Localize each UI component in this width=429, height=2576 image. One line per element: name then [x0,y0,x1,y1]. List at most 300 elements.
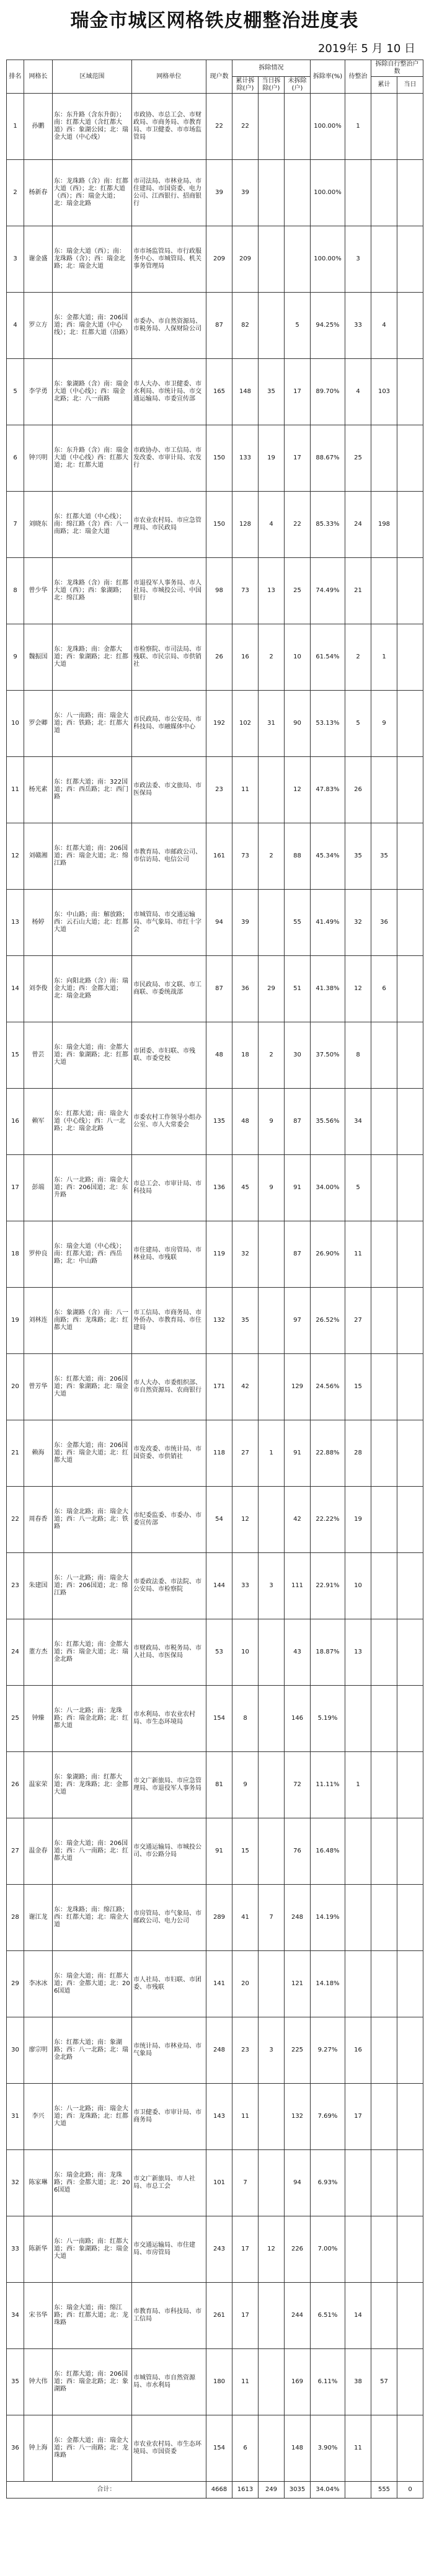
cell-rectify: 5 [345,1155,371,1221]
cell-no: 16 [7,1089,24,1155]
totals-voluntary-total: 555 [371,2482,397,2499]
cell-voluntary-total [371,2017,397,2084]
cell-area: 东：红都大道；南：322国道；西：西岳路；北：西门路 [53,757,132,823]
cell-today-demolished: 2 [259,1022,285,1089]
table-row [7,956,423,1022]
cell-households: 171 [206,1354,232,1420]
cell-households: 98 [206,558,232,624]
cell-rate: 100.00% [311,160,345,226]
cell-not-demolished: 91 [285,1155,311,1221]
cell-voluntary-total: 103 [371,359,397,425]
table-row [7,492,423,558]
cell-rate: 7.00% [311,2216,345,2283]
cell-voluntary-today [397,2349,423,2415]
cell-unit: 市统计局、市林业局、市气象局 [132,2017,206,2084]
cell-voluntary-total: 9 [371,691,397,757]
cell-voluntary-today [397,226,423,293]
cell-total-demolished: 27 [232,1420,259,1487]
table-row [7,94,423,160]
cell-area: 东：八一南路；南：红都大道；西：象湖路；北：瑞金大道 [53,2216,132,2283]
cell-households: 261 [206,2283,232,2349]
cell-rate: 14.18% [311,1951,345,2017]
cell-total-demolished: 39 [232,160,259,226]
table-header [7,60,423,94]
cell-voluntary-total: 36 [371,890,397,956]
cell-voluntary-total [371,2084,397,2150]
cell-not-demolished: 5 [285,293,311,359]
cell-rectify [345,2216,371,2283]
cell-total-demolished: 73 [232,823,259,890]
cell-not-demolished: 146 [285,1686,311,1752]
cell-rectify: 12 [345,956,371,1022]
cell-rectify [345,1818,371,1885]
cell-area: 东：瑞金大道（中心线）；南：红都大道；西：西岳路；北：中山路 [53,1221,132,1288]
cell-not-demolished: 12 [285,757,311,823]
cell-no: 30 [7,2017,24,2084]
cell-area: 东：红都大道；南：象湖路；西：八一北路；北：瑞金北路 [53,2017,132,2084]
cell-voluntary-total [371,2283,397,2349]
cell-no: 34 [7,2283,24,2349]
cell-total-demolished: 9 [232,1752,259,1818]
cell-voluntary-today [397,1487,423,1553]
cell-households: 136 [206,1155,232,1221]
report-date: 2019年 5 月 10 日 [317,42,415,55]
cell-total-demolished: 128 [232,492,259,558]
cell-rectify [345,1951,371,2017]
cell-rate: 3.90% [311,2415,345,2482]
cell-voluntary-total [371,2216,397,2283]
cell-not-demolished: 132 [285,2084,311,2150]
cell-no: 5 [7,359,24,425]
cell-unit: 市农业农村局、市应急管理局、市民政局 [132,492,206,558]
cell-today-demolished [259,2415,285,2482]
cell-total-demolished: 6 [232,2415,259,2482]
cell-households: 150 [206,492,232,558]
cell-unit: 市民政局、市文联、市工商联、市委统战部 [132,956,206,1022]
cell-voluntary-today [397,492,423,558]
cell-rate: 26.90% [311,1221,345,1288]
cell-voluntary-today [397,1155,423,1221]
cell-no: 24 [7,1619,24,1686]
cell-no: 31 [7,2084,24,2150]
cell-leader: 罗仲良 [24,1221,53,1288]
cell-total-demolished: 45 [232,1155,259,1221]
cell-households: 209 [206,226,232,293]
cell-rectify: 2 [345,624,371,691]
cell-today-demolished [259,2349,285,2415]
cell-not-demolished: 87 [285,1221,311,1288]
cell-no: 13 [7,890,24,956]
cell-voluntary-today [397,558,423,624]
cell-unit: 市工信局、市商务局、市外侨办、市教育局、市住建局 [132,1288,206,1354]
cell-leader: 曾芸 [24,1022,53,1089]
cell-area: 东：瑞金北路；南：龙珠路；西：金都大道；北：206国道 [53,2150,132,2216]
cell-rate: 94.25% [311,293,345,359]
cell-leader: 李冰冰 [24,1951,53,2017]
cell-unit: 市检察院、市司法局、市残联、市民宗局、市供销社 [132,624,206,691]
table-row [7,2084,423,2150]
cell-rate: 100.00% [311,226,345,293]
cell-rate: 41.49% [311,890,345,956]
cell-today-demolished: 12 [259,2216,285,2283]
cell-unit: 市人大办、市委组织部、市自然资源局、农商银行 [132,1354,206,1420]
cell-not-demolished: 225 [285,2017,311,2084]
cell-unit: 市市场监管局、市行政服务中心、市城管局、机关事务管理局 [132,226,206,293]
cell-unit: 市司法局、市林业局、市住建局、市国资委、电力公司、江西银行、招商银行 [132,160,206,226]
header-voluntary-today: 当日 [397,77,423,94]
cell-leader: 杨新春 [24,160,53,226]
cell-today-demolished [259,1752,285,1818]
cell-voluntary-today [397,1288,423,1354]
cell-not-demolished: 169 [285,2349,311,2415]
cell-voluntary-today [397,890,423,956]
cell-not-demolished: 42 [285,1487,311,1553]
cell-unit: 市交通运输局、市城投公司、市公路分局 [132,1818,206,1885]
header-leader: 网格长 [24,60,53,94]
cell-today-demolished: 35 [259,359,285,425]
cell-total-demolished: 8 [232,1686,259,1752]
cell-area: 东：瑞金大道（西）；南：龙珠路（含）；西：瑞金北路；北：瑞金大道 [53,226,132,293]
cell-today-demolished [259,160,285,226]
cell-voluntary-today [397,1951,423,2017]
cell-today-demolished: 7 [259,1885,285,1951]
table-row [7,293,423,359]
cell-today-demolished [259,2283,285,2349]
cell-rectify: 1 [345,94,371,160]
cell-voluntary-total [371,1221,397,1288]
cell-voluntary-today [397,2415,423,2482]
cell-area: 东：八一北路；南：瑞金大道；西：206国道；北：东升路 [53,1155,132,1221]
cell-leader: 曾芳华 [24,1354,53,1420]
cell-rate: 74.49% [311,558,345,624]
table-row [7,890,423,956]
cell-rectify: 5 [345,691,371,757]
totals-voluntary-today: 0 [397,2482,423,2499]
cell-no: 28 [7,1885,24,1951]
cell-rectify: 13 [345,1619,371,1686]
cell-leader: 赖军 [24,1089,53,1155]
cell-not-demolished: 91 [285,1420,311,1487]
cell-total-demolished: 102 [232,691,259,757]
cell-total-demolished: 41 [232,1885,259,1951]
cell-households: 180 [206,2349,232,2415]
table-row [7,1818,423,1885]
totals-label: 合计： [7,2482,206,2499]
cell-households: 91 [206,1818,232,1885]
cell-households: 26 [206,624,232,691]
cell-unit: 市住建局、市房管局、市林业局、市残联 [132,1221,206,1288]
cell-rate: 53.13% [311,691,345,757]
cell-voluntary-total [371,1885,397,1951]
cell-rectify [345,1686,371,1752]
cell-voluntary-today [397,956,423,1022]
cell-not-demolished: 87 [285,1089,311,1155]
cell-area: 东：瑞金大道；南：绵江路；西：红都大道；北：龙珠路 [53,2283,132,2349]
cell-area: 东：龙珠路；南：金都大道；西：象湖路；北：红都大道 [53,624,132,691]
cell-rate: 22.91% [311,1553,345,1619]
cell-rate: 45.34% [311,823,345,890]
cell-no: 11 [7,757,24,823]
cell-no: 23 [7,1553,24,1619]
cell-leader: 曾少华 [24,558,53,624]
table-row [7,1354,423,1420]
cell-leader: 魏振国 [24,624,53,691]
cell-households: 81 [206,1752,232,1818]
cell-area: 东：红都大道；南：金都大道；西：瑞金大道；北：瑞金北路 [53,1619,132,1686]
cell-today-demolished: 31 [259,691,285,757]
cell-households: 87 [206,293,232,359]
cell-voluntary-total [371,1089,397,1155]
cell-no: 21 [7,1420,24,1487]
cell-today-demolished: 1 [259,1420,285,1487]
cell-area: 东：八一北路；南：龙珠路；西：瑞金北路；北：红都大道 [53,1686,132,1752]
cell-not-demolished [285,94,311,160]
header-households: 现户数 [206,60,232,94]
cell-area: 东：八一南路；南：瑞金大道；西：铁路；北：红都大道 [53,691,132,757]
cell-voluntary-total [371,558,397,624]
cell-rate: 37.50% [311,1022,345,1089]
cell-voluntary-total [371,1420,397,1487]
cell-today-demolished [259,94,285,160]
cell-today-demolished [259,1354,285,1420]
cell-no: 17 [7,1155,24,1221]
table-row [7,1752,423,1818]
cell-not-demolished: 121 [285,1951,311,2017]
cell-rectify: 27 [345,1288,371,1354]
cell-rectify: 8 [345,1022,371,1089]
cell-no: 26 [7,1752,24,1818]
table-row [7,823,423,890]
cell-leader: 温金春 [24,1818,53,1885]
table-row [7,2283,423,2349]
header-total-demolished: 累计拆除(户) [232,77,259,94]
cell-not-demolished: 90 [285,691,311,757]
cell-not-demolished: 30 [285,1022,311,1089]
cell-unit: 市教育局、市科技局、市工信局 [132,2283,206,2349]
cell-area: 东：龙珠路；南：绵江路；西：红都大道；北：瑞金大道 [53,1885,132,1951]
table-row [7,691,423,757]
cell-area: 东：象湖路（含）南：瑞金大道（中心线）；西：瑞金北路；北：八一南路 [53,359,132,425]
cell-voluntary-total [371,1487,397,1553]
cell-voluntary-total: 4 [371,293,397,359]
cell-no: 19 [7,1288,24,1354]
cell-area: 东：瑞金北路；南：瑞金大道；西：八一北路；北：铁路 [53,1487,132,1553]
cell-today-demolished [259,1619,285,1686]
cell-not-demolished [285,226,311,293]
header-rectify: 待整治 [345,60,371,94]
cell-not-demolished: 17 [285,359,311,425]
totals-rectify [345,2482,371,2499]
cell-rate: 47.83% [311,757,345,823]
table-row [7,757,423,823]
cell-households: 87 [206,956,232,1022]
cell-today-demolished: 9 [259,1155,285,1221]
cell-rectify [345,1885,371,1951]
cell-households: 150 [206,425,232,492]
cell-unit: 市文广新旅局、市应急管理局、市退役军人事务局 [132,1752,206,1818]
cell-not-demolished: 55 [285,890,311,956]
cell-voluntary-today [397,2283,423,2349]
cell-unit: 市纪委监委、市委办、市委宣传部 [132,1487,206,1553]
cell-rectify: 11 [345,2415,371,2482]
cell-no: 6 [7,425,24,492]
table-row [7,2150,423,2216]
cell-rate: 26.52% [311,1288,345,1354]
cell-voluntary-today [397,2084,423,2150]
cell-total-demolished: 20 [232,1951,259,2017]
cell-households: 101 [206,2150,232,2216]
cell-voluntary-today [397,624,423,691]
cell-rate: 6.51% [311,2283,345,2349]
cell-rectify: 35 [345,823,371,890]
cell-total-demolished: 39 [232,890,259,956]
cell-unit: 市民政局、市公安局、市科技局、市融媒体中心 [132,691,206,757]
cell-area: 东：象湖路（含）南：八一南路；西：龙珠路；北：红都大道 [53,1288,132,1354]
cell-leader: 赖海 [24,1420,53,1487]
cell-total-demolished: 22 [232,94,259,160]
cell-area: 东：八一北路；南：瑞金大道；西：206国道；北：绵江路 [53,1553,132,1619]
table-row [7,1221,423,1288]
cell-voluntary-today [397,1420,423,1487]
cell-rectify: 19 [345,1487,371,1553]
cell-households: 48 [206,1022,232,1089]
cell-rate: 6.93% [311,2150,345,2216]
cell-rectify: 21 [345,558,371,624]
header-demolish-group: 拆除情况 [232,60,311,77]
cell-voluntary-total [371,2415,397,2482]
cell-leader: 陈家琳 [24,2150,53,2216]
cell-unit: 市团委、市妇联、市残联、市委党校 [132,1022,206,1089]
header-voluntary-total: 累计 [371,77,397,94]
table-row [7,1420,423,1487]
cell-unit: 市退役军人事务局、市人社局、市城投公司、中国银行 [132,558,206,624]
cell-rate: 7.69% [311,2084,345,2150]
table-row [7,425,423,492]
cell-not-demolished: 10 [285,624,311,691]
cell-unit: 市委农村工作领导小组办公室、市人大常委会 [132,1089,206,1155]
cell-rectify: 16 [345,2017,371,2084]
cell-rate: 41.38% [311,956,345,1022]
cell-rectify: 1 [345,1752,371,1818]
cell-rectify: 32 [345,890,371,956]
cell-leader: 钟大伟 [24,2349,53,2415]
cell-leader: 温家荣 [24,1752,53,1818]
table-row [7,2017,423,2084]
table-row [7,160,423,226]
cell-total-demolished: 48 [232,1089,259,1155]
cell-today-demolished [259,1487,285,1553]
cell-area: 东：中山路；南：解放路；西：云石山大道；北：红都大道 [53,890,132,956]
cell-voluntary-total [371,2150,397,2216]
page-title: 瑞金市城区网格铁皮棚整治进度表 [70,10,359,32]
cell-leader: 刘林连 [24,1288,53,1354]
cell-voluntary-total: 57 [371,2349,397,2415]
cell-today-demolished [259,1221,285,1288]
cell-rate: 89.70% [311,359,345,425]
cell-voluntary-total: 198 [371,492,397,558]
cell-households: 248 [206,2017,232,2084]
cell-voluntary-total [371,1354,397,1420]
cell-not-demolished: 17 [285,425,311,492]
cell-leader: 廖宗明 [24,2017,53,2084]
cell-not-demolished: 97 [285,1288,311,1354]
cell-leader: 李学勇 [24,359,53,425]
cell-leader: 董方杰 [24,1619,53,1686]
cell-unit: 市文广新旅局、市人社局、市总工会 [132,2150,206,2216]
cell-households: 289 [206,1885,232,1951]
cell-unit: 市总工会、市审计局、市科技局 [132,1155,206,1221]
cell-total-demolished: 17 [232,2216,259,2283]
cell-today-demolished [259,1686,285,1752]
cell-leader: 彭端 [24,1155,53,1221]
totals-row [7,2482,423,2499]
cell-no: 29 [7,1951,24,2017]
cell-rectify: 11 [345,1221,371,1288]
totals-rate: 34.04% [311,2482,345,2499]
cell-rate: 5.19% [311,1686,345,1752]
cell-rate: 16.48% [311,1818,345,1885]
table-row [7,1022,423,1089]
cell-today-demolished [259,1951,285,2017]
cell-rectify [345,160,371,226]
cell-unit: 市发改委、市统计局、市国资委、市供销社 [132,1420,206,1487]
cell-total-demolished: 32 [232,1221,259,1288]
cell-unit: 市城管局、市自然资源局、市水利局 [132,2349,206,2415]
cell-leader: 周春香 [24,1487,53,1553]
cell-voluntary-today [397,1221,423,1288]
cell-not-demolished: 129 [285,1354,311,1420]
cell-voluntary-today [397,1553,423,1619]
cell-no: 27 [7,1818,24,1885]
totals-households: 4668 [206,2482,232,2499]
cell-not-demolished: 111 [285,1553,311,1619]
cell-total-demolished: 148 [232,359,259,425]
table-row [7,1686,423,1752]
cell-households: 119 [206,1221,232,1288]
cell-leader: 孙鹏 [24,94,53,160]
cell-today-demolished: 13 [259,558,285,624]
cell-area: 东：八一北路；南：瑞金大道；西：龙珠路；北：红都大道 [53,2084,132,2150]
cell-no: 22 [7,1487,24,1553]
cell-voluntary-total [371,425,397,492]
cell-unit: 市人社局、市妇联、市团委、市残联 [132,1951,206,2017]
cell-today-demolished: 4 [259,492,285,558]
cell-rectify: 25 [345,425,371,492]
cell-today-demolished [259,1818,285,1885]
cell-today-demolished: 29 [259,956,285,1022]
cell-today-demolished [259,890,285,956]
cell-leader: 刘晓东 [24,492,53,558]
cell-voluntary-today [397,691,423,757]
cell-total-demolished: 82 [232,293,259,359]
cell-not-demolished: 72 [285,1752,311,1818]
cell-households: 94 [206,890,232,956]
cell-area: 东：红都大道；南：206国道；西：瑞金大道；北：绵江路 [53,823,132,890]
cell-rectify: 14 [345,2283,371,2349]
table-row [7,1951,423,2017]
cell-voluntary-total [371,226,397,293]
cell-rate: 11.11% [311,1752,345,1818]
cell-voluntary-today [397,1354,423,1420]
table-row [7,1487,423,1553]
cell-voluntary-today [397,757,423,823]
cell-rectify: 38 [345,2349,371,2415]
cell-unit: 市城管局、市交通运输局、市气象局、市红十字会 [132,890,206,956]
cell-voluntary-total [371,1022,397,1089]
cell-not-demolished: 94 [285,2150,311,2216]
table-row [7,1885,423,1951]
cell-rectify: 3 [345,226,371,293]
